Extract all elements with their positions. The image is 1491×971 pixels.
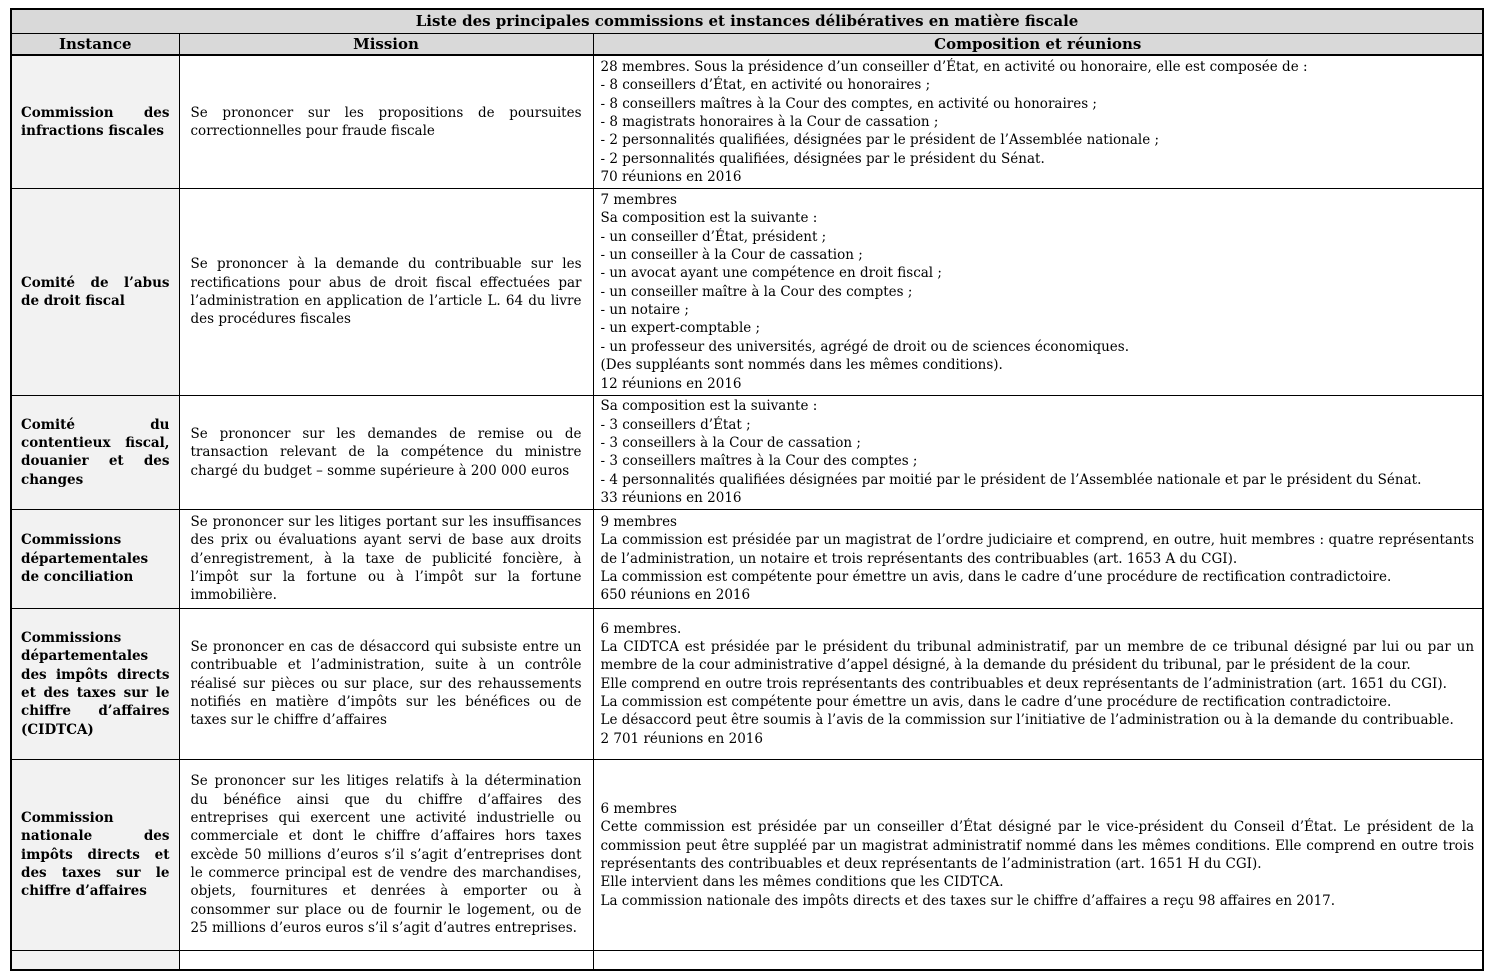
table-row	[11, 395, 1483, 509]
mission-cell	[179, 509, 593, 608]
text-line: (Des suppléants sont nommés dans les mêmes conditions).	[600, 357, 1003, 374]
text-line: Sa composition est la suivante :	[600, 398, 818, 415]
table-header-row	[11, 34, 1483, 56]
mission-cell	[179, 950, 593, 970]
text-line: 6 membres.	[600, 620, 682, 637]
text-line: - 3 conseillers à la Cour de cassation ;	[600, 435, 861, 452]
text-line: Se prononcer en cas de désaccord qui subsiste entre un contribuable et l’administration, suite à un contrôle réalisé sur pièces ou sur place, sur des rehaussements notifiés en matière d’impôts sur les bénéfices ou de taxes sur le chiffre d’affaires	[190, 638, 582, 729]
text-line: Se prononcer sur les litiges relatifs à la détermination du bénéfice ainsi que du chiffre d’affaires des entreprises qui exercent une activité industrielle ou commerciale et dont le chiffre d’affaires hors taxes excède 50 millions d’euros s’il s’agit d’entreprises dont le commerce principal est de vendre des marchandises, objets, fournitures et denrées à emporter ou à consommer sur place ou de fournir le logement, ou de 25 millions d’euros euros s’il s’agit d’autres entreprises.	[190, 773, 582, 937]
mission-cell	[179, 188, 593, 395]
text-line: - un professeur des universités, agrégé de droit ou de sciences économiques.	[600, 338, 1130, 355]
fiscal-commissions-table	[10, 8, 1484, 971]
text-line: Se prononcer sur les demandes de remise ou de transaction relevant de la compétence du ministre chargé du budget – somme supérieure à 200 000 euros	[190, 425, 582, 479]
composition-cell	[593, 509, 1483, 608]
table-row	[11, 509, 1483, 608]
mission-cell	[179, 608, 593, 759]
text-line: - 2 personnalités qualifiées, désignées par le président du Sénat.	[600, 150, 1045, 167]
text-line: Elle intervient dans les mêmes conditions que les CIDTCA.	[600, 874, 1004, 891]
text-line: 12 réunions en 2016	[600, 375, 742, 392]
text-line: La CIDTCA est présidée par le président du tribunal administratif, par un membre de ce tribunal désigné par lui ou par un membre de la cour administrative d’appel désigné, à la demande du président du tribunal, par le président de la cour.	[600, 638, 1475, 674]
text-line: - 3 conseillers d’État ;	[600, 416, 751, 433]
text-line: 9 membres	[600, 513, 677, 530]
composition-cell	[593, 950, 1483, 970]
text-line: - 3 conseillers maîtres à la Cour des comptes ;	[600, 453, 918, 470]
instance-cell	[11, 950, 179, 970]
text-line: 2 701 réunions en 2016	[600, 730, 763, 747]
text-line: - un expert-comptable ;	[600, 320, 761, 337]
column-header-instance: Instance	[11, 34, 179, 56]
text-line: Le désaccord peut être soumis à l’avis de la commission sur l’initiative de l’administration ou à la demande du contribuable.	[600, 712, 1454, 729]
text-line: Sa composition est la suivante :	[600, 210, 818, 227]
text-line: Cette commission est présidée par un conseiller d’État désigné par le vice-président du Conseil d’État. Le président de la commission peut être suppléé par un magistrat administratif nommé dans les mêmes conditions. Elle comprend en outre trois représentants des contribuables et deux représentants de l’administration (art. 1651 H du CGI).	[600, 819, 1475, 872]
text-line: - 8 conseillers d’État, en activité ou honoraires ;	[600, 77, 931, 94]
instance-cell: Commissions départementales des impôts directs et des taxes sur le chiffre d’affaires (CIDTCA)	[11, 608, 179, 759]
text-line: 28 membres. Sous la présidence d’un conseiller d’État, en activité ou honoraire, elle est composée de :	[600, 58, 1308, 75]
table-row-clipped	[11, 950, 1483, 970]
column-header-composition: Composition et réunions	[593, 34, 1483, 56]
text-line: 33 réunions en 2016	[600, 490, 742, 507]
instance-cell: Comité de l’abus de droit fiscal	[11, 188, 179, 395]
fiscal-commissions-document	[10, 8, 1482, 971]
composition-cell	[593, 55, 1483, 188]
text-line: 650 réunions en 2016	[600, 587, 751, 604]
text-line: - 8 magistrats honoraires à la Cour de cassation ;	[600, 113, 939, 130]
text-line: - un avocat ayant une compétence en droit fiscal ;	[600, 265, 942, 282]
composition-cell	[593, 759, 1483, 950]
text-line: - 4 personnalités qualifiées désignées par moitié par le président de l’Assemblée nationale et par le président du Sénat.	[600, 471, 1422, 488]
text-line: 70 réunions en 2016	[600, 169, 742, 186]
table-title-row	[11, 9, 1483, 34]
text-line: - un notaire ;	[600, 302, 689, 319]
instance-cell: Commission des infractions fiscales	[11, 55, 179, 188]
text-line: - un conseiller maître à la Cour des comptes ;	[600, 283, 913, 300]
text-line: Se prononcer sur les propositions de poursuites correctionnelles pour fraude fiscale	[190, 104, 582, 140]
text-line: Elle comprend en outre trois représentants des contribuables et deux représentants de l’administration (art. 1651 du CGI).	[600, 675, 1447, 692]
text-line: La commission est présidée par un magistrat de l’ordre judiciaire et comprend, en outre, huit membres : quatre représentants de l’administration, un notaire et trois représentants des contribuables (art. 1653 A du CGI).	[600, 532, 1475, 567]
text-line: La commission nationale des impôts directs et des taxes sur le chiffre d’affaires a reçu 98 affaires en 2017.	[600, 892, 1336, 909]
text-line: Se prononcer à la demande du contribuable sur les rectifications pour abus de droit fiscal effectuées par l’administration en application de l’article L. 64 du livre des procédures fiscales	[190, 256, 582, 328]
composition-cell	[593, 608, 1483, 759]
instance-cell: Commission nationale des impôts directs et des taxes sur le chiffre d’affaires	[11, 759, 179, 950]
text-line: 6 membres	[600, 800, 677, 817]
instance-cell: Commissions départementales de conciliation	[11, 509, 179, 608]
text-line: - 8 conseillers maîtres à la Cour des comptes, en activité ou honoraires ;	[600, 95, 1097, 112]
mission-cell	[179, 759, 593, 950]
table-row	[11, 55, 1483, 188]
table-row	[11, 608, 1483, 759]
mission-cell	[179, 55, 593, 188]
text-line: - 2 personnalités qualifiées, désignées par le président de l’Assemblée nationale ;	[600, 132, 1160, 149]
text-line: La commission est compétente pour émettre un avis, dans le cadre d’une procédure de rectification contradictoire.	[600, 694, 1392, 711]
text-line: 7 membres	[600, 191, 677, 208]
table-row	[11, 759, 1483, 950]
instance-cell: Comité du contentieux fiscal, douanier et des changes	[11, 395, 179, 509]
text-line: Se prononcer sur les litiges portant sur les insuffisances des prix ou évaluations ayant servi de base aux droits d’enregistrement, à la taxe de publicité foncière, à l’impôt sur la fortune ou à l’impôt sur la fortune immobilière.	[190, 513, 582, 604]
composition-cell	[593, 188, 1483, 395]
text-line: La commission est compétente pour émettre un avis, dans le cadre d’une procédure de rectification contradictoire.	[600, 569, 1392, 586]
mission-cell	[179, 395, 593, 509]
text-line: - un conseiller d’État, président ;	[600, 228, 827, 245]
composition-cell	[593, 395, 1483, 509]
column-header-mission: Mission	[179, 34, 593, 56]
text-line: - un conseiller à la Cour de cassation ;	[600, 246, 863, 263]
table-title: Liste des principales commissions et instances délibératives en matière fiscale	[11, 9, 1483, 34]
table-row	[11, 188, 1483, 395]
